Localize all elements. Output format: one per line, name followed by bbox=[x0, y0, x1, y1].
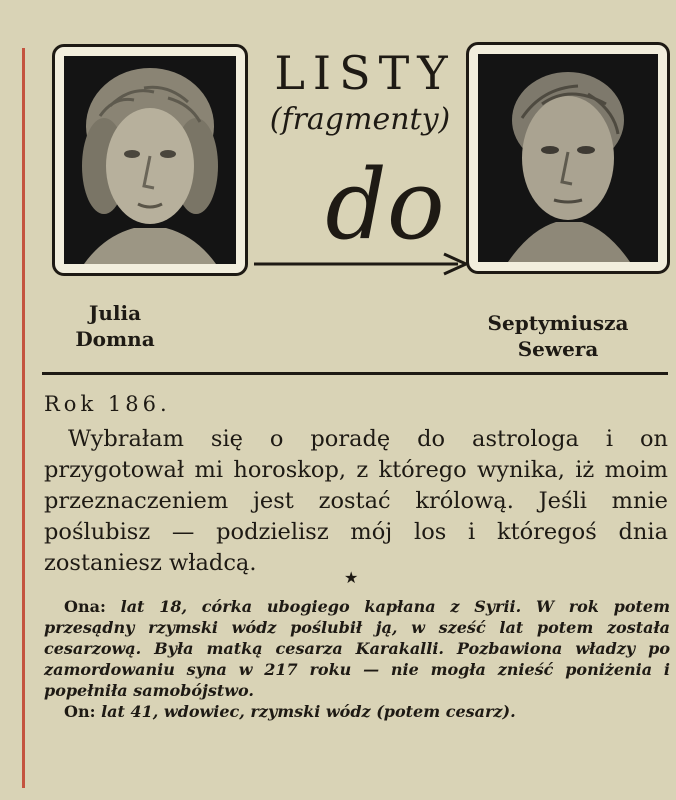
header-divider bbox=[42, 372, 668, 375]
note-him bbox=[44, 701, 670, 722]
headline-title: LISTY bbox=[274, 46, 456, 100]
biographical-notes bbox=[44, 596, 670, 722]
portrait-frame-julia-domna bbox=[52, 44, 248, 276]
headline-connector: do bbox=[325, 149, 445, 261]
name-julia-domna bbox=[50, 300, 180, 352]
headline-subtitle: (fragmenty) bbox=[269, 102, 451, 137]
note-her-lead: Ona: bbox=[64, 597, 106, 616]
name-julia-domna-line1: Julia bbox=[88, 301, 142, 325]
portrait-julia-domna bbox=[64, 56, 236, 264]
name-septymiusz-sewer-line1: Septymiusza bbox=[487, 311, 629, 335]
note-her-text: lat 18, córka ubogiego kapłana z Syrii. W rok potem przesądny rzymski wódz poślubił ją, w sześć lat potem została cesarzową. Była matką cesarza Karakalli. Pozbawiona władzy po zamordowaniu syna w 217 roku — nie mogła znieść poniżenia i popełniła samobójstwo. bbox=[44, 597, 670, 700]
note-him-text: lat 41, wdowiec, rzymski wódz (potem cesarz). bbox=[101, 702, 516, 721]
bust-septymiusz-sewer-image bbox=[478, 54, 658, 262]
star-separator: ★ bbox=[344, 568, 359, 587]
margin-rule bbox=[22, 48, 25, 788]
name-septymiusz-sewer bbox=[458, 310, 658, 362]
portrait-septymiusz-sewer bbox=[478, 54, 658, 262]
right-arrow-icon bbox=[252, 248, 472, 278]
letter-year: Rok 186. bbox=[44, 392, 171, 416]
name-julia-domna-line2: Domna bbox=[75, 327, 155, 351]
letter-body: Wybrałam się o poradę do astrologa i on przygotował mi horoskop, z którego wynika, iż moim przeznaczeniem jest zostać królową. Jeśli mnie poślubisz — podzielisz mój los i któregoś dnia zostaniesz władcą. bbox=[44, 426, 668, 576]
name-septymiusz-sewer-line2: Sewera bbox=[517, 337, 599, 361]
note-him-lead: On: bbox=[64, 702, 96, 721]
portrait-frame-septymiusz-sewer bbox=[466, 42, 670, 274]
bust-julia-domna-image bbox=[64, 56, 236, 264]
note-her bbox=[44, 596, 670, 701]
